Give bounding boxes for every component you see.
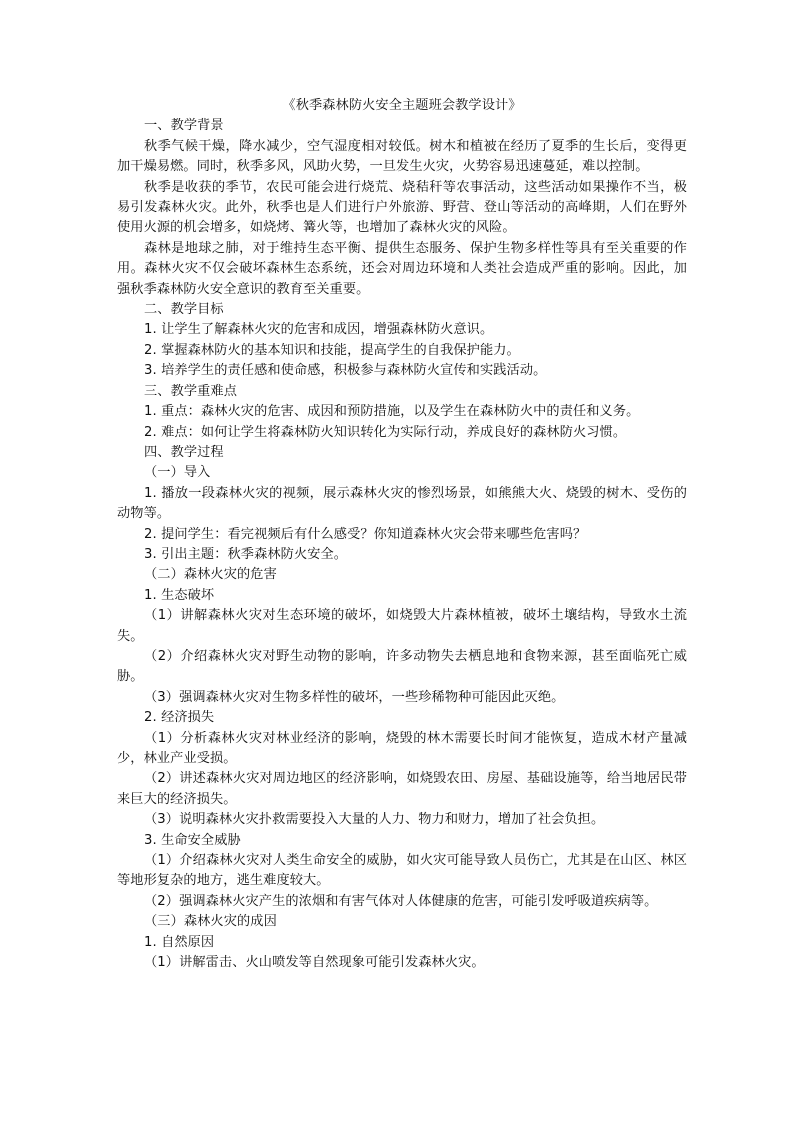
section-heading: （一）导入: [144, 465, 211, 481]
section-heading: 1. 自然原因: [144, 934, 215, 950]
body-paragraph: 秋季气候干燥，降水减少，空气湿度相对较低。树木和植被在经历了夏季的生长后，变得更加干燥易燃。同时，秋季多风，风助火势，一旦发生火灾，火势容易迅速蔓延，难以控制。: [117, 138, 687, 175]
section-heading: 2. 经济损失: [144, 710, 215, 726]
document-body: [117, 116, 687, 973]
list-item: （2）介绍森林火灾对野生动物的影响，许多动物失去栖息地和食物来源，甚至面临死亡威胁。: [117, 648, 687, 685]
list-item: 1. 让学生了解森林火灾的危害和成因，增强森林防火意识。: [144, 322, 494, 338]
list-item: （3）说明森林火灾扑救需要投入大量的人力、物力和财力，增加了社会负担。: [144, 812, 605, 828]
document-page: [117, 96, 687, 973]
section-heading: 3. 生命安全威胁: [144, 832, 241, 848]
list-item: （2）讲述森林火灾对周边地区的经济影响，如烧毁农田、房屋、基础设施等，给当地居民带来巨大的经济损失。: [117, 771, 687, 807]
list-item: 2. 掌握森林防火的基本知识和技能，提高学生的自我保护能力。: [144, 342, 520, 358]
section-heading: 1. 生态破坏: [144, 587, 215, 603]
list-item: 2. 难点：如何让学生将森林防火知识转化为实际行动，养成良好的森林防火习惯。: [144, 424, 627, 440]
document-title: 《秋季森林防火安全主题班会教学设计》: [282, 98, 522, 113]
section-heading: 一、教学背景: [144, 118, 224, 134]
list-item: （1）介绍森林火灾对人类生命安全的威胁，如火灾可能导致人员伤亡，尤其是在山区、林区等地形复杂的地方，逃生难度较大。: [117, 853, 687, 889]
body-paragraph: 森林是地球之肺，对于维持生态平衡、提供生态服务、保护生物多样性等具有至关重要的作用。森林火灾不仅会破坏森林生态系统，还会对周边环境和人类社会造成严重的影响。因此，加强秋季森林防火安全意识的教育至关重要。: [117, 240, 687, 297]
body-paragraph: 秋季是收获的季节，农民可能会进行烧荒、烧秸秆等农事活动，这些活动如果操作不当，极易引发森林火灾。此外，秋季也是人们进行户外旅游、野营、登山等活动的高峰期，人们在野外使用火源的机会增多，如烧烤、篝火等，也增加了森林火灾的风险。: [117, 179, 687, 236]
list-item: 2. 提问学生：看完视频后有什么感受？你知道森林火灾会带来哪些危害吗？: [144, 526, 587, 542]
list-item: （3）强调森林火灾对生物多样性的破坏，一些珍稀物种可能因此灭绝。: [144, 689, 565, 705]
list-item: （1）讲解森林火灾对生态环境的破坏，如烧毁大片森林植被，破坏土壤结构，导致水土流失。: [117, 608, 687, 644]
list-item: （1）讲解雷击、火山喷发等自然现象可能引发森林火灾。: [144, 955, 485, 971]
list-item: 1. 播放一段森林火灾的视频，展示森林火灾的惨烈场景，如熊熊大火、烧毁的树木、受伤的动物等。: [117, 485, 687, 522]
section-heading: 三、教学重难点: [144, 383, 238, 399]
list-item: （1）分析森林火灾对林业经济的影响，烧毁的林木需要长时间才能恢复，造成木材产量减少，林业产业受损。: [117, 730, 687, 766]
list-item: 1. 重点：森林火灾的危害、成因和预防措施，以及学生在森林防火中的责任和义务。: [144, 404, 640, 420]
list-item: 3. 引出主题：秋季森林防火安全。: [144, 546, 348, 562]
list-item: （2）强调森林火灾产生的浓烟和有害气体对人体健康的危害，可能引发呼吸道疾病等。: [144, 893, 658, 909]
list-item: 3. 培养学生的责任感和使命感，积极参与森林防火宣传和实践活动。: [144, 363, 547, 379]
section-heading: 四、教学过程: [144, 444, 224, 460]
section-heading: 二、教学目标: [144, 302, 224, 318]
section-heading: （三）森林火灾的成因: [144, 914, 277, 930]
section-heading: （二）森林火灾的危害: [144, 567, 277, 583]
